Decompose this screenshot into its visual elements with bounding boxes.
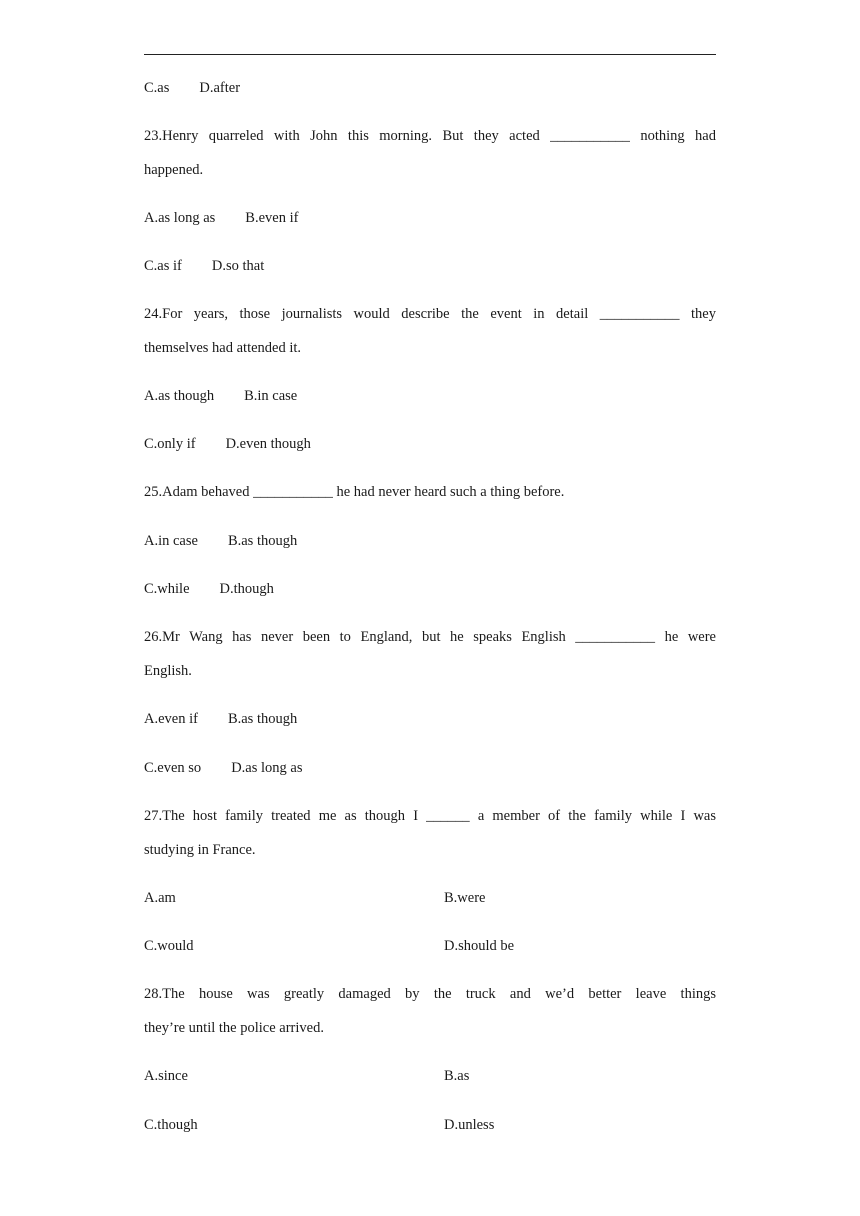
q23-stem-line1: 23.Henry quarreled with John this morning. But they acted ___________ nothing had: [144, 128, 716, 144]
option-b: B.as though: [227, 533, 298, 549]
q27-option-d: D.should be: [444, 938, 515, 954]
q24-options-cd: [144, 435, 311, 453]
q26-options-cd: [144, 759, 302, 777]
q22-options-cd: [144, 79, 240, 97]
q26-stem-line1: 26.Mr Wang has never been to England, but he speaks English ___________ he were: [144, 629, 716, 645]
option-b: B.as though: [227, 711, 298, 727]
option-c: C.even so: [144, 760, 202, 776]
option-c: C.while: [144, 581, 190, 597]
option-a: A.even if: [144, 711, 198, 727]
q28-stem-line1: 28.The house was greatly damaged by the truck and we’d better leave things: [144, 986, 716, 1002]
q24-options-ab: [144, 387, 297, 405]
q24-stem-line1: 24.For years, those journalists would describe the event in detail ___________ they: [144, 306, 716, 322]
q28-option-a: A.since: [144, 1068, 188, 1084]
q23-options-ab: [144, 209, 298, 227]
option-b: B.even if: [245, 210, 299, 226]
q23-stem-line2: happened.: [144, 162, 204, 178]
q24-stem-line2: themselves had attended it.: [144, 340, 302, 356]
q26-options-ab: [144, 710, 297, 728]
q25-stem: 25.Adam behaved ___________ he had never heard such a thing before.: [144, 484, 565, 500]
option-a: A.as long as: [144, 210, 216, 226]
option-d: D.though: [219, 581, 274, 597]
option-a: A.in case: [144, 533, 198, 549]
header-rule: [144, 54, 716, 55]
option-d: D.after: [199, 80, 241, 96]
q28-option-d: D.unless: [444, 1117, 495, 1133]
q25-options-cd: [144, 580, 274, 598]
q27-stem-line2: studying in France.: [144, 842, 256, 858]
q27-stem-line1: 27.The host family treated me as though I ______ a member of the family while I was: [144, 808, 716, 824]
option-a: A.as though: [144, 388, 215, 404]
q23-options-cd: [144, 257, 264, 275]
option-d: D.even though: [225, 436, 311, 452]
option-c: C.as if: [144, 258, 182, 274]
option-c: C.only if: [144, 436, 196, 452]
option-d: D.as long as: [231, 760, 303, 776]
q26-stem-line2: English.: [144, 663, 192, 679]
q28-option-c: C.though: [144, 1117, 198, 1133]
q25-options-ab: [144, 532, 297, 550]
option-c: C.as: [144, 80, 170, 96]
q28-stem-line2: they’re until the police arrived.: [144, 1020, 324, 1036]
q27-option-b: B.were: [444, 890, 486, 906]
option-d: D.so that: [211, 258, 265, 274]
q27-option-c: C.would: [144, 938, 194, 954]
q27-option-a: A.am: [144, 890, 176, 906]
q28-option-b: B.as: [444, 1068, 470, 1084]
option-b: B.in case: [244, 388, 298, 404]
